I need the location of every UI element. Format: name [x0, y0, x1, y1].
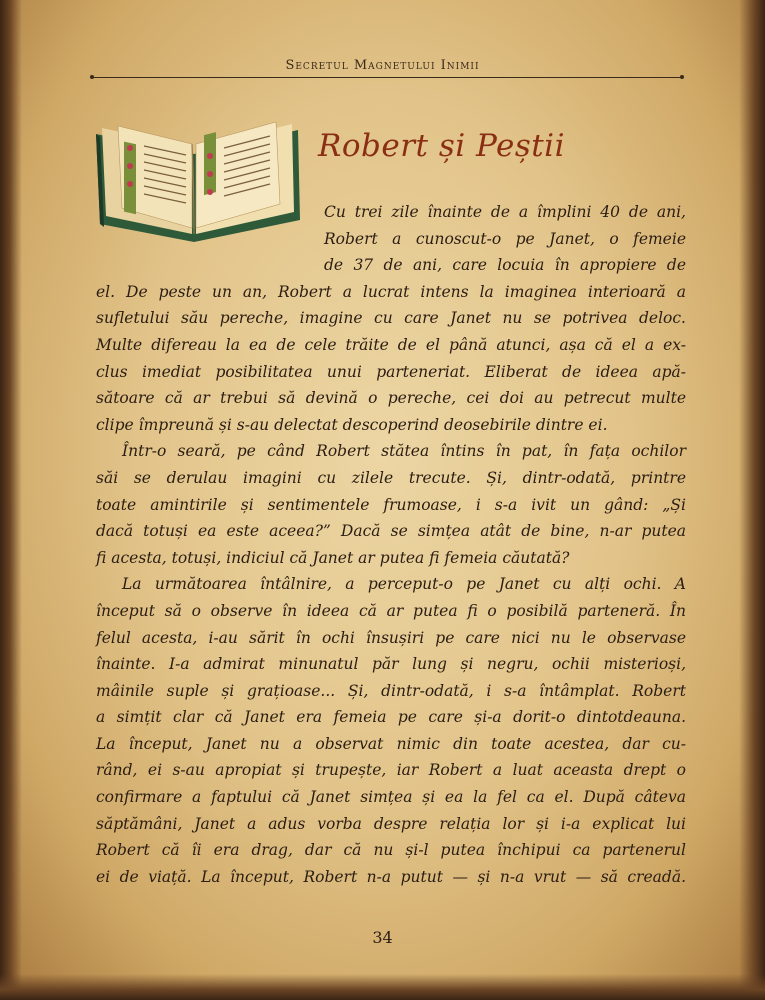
header-rule [92, 77, 682, 78]
text-line: La următoarea întâlnire, a perceput-o pe Janet cu alți ochi. A [122, 575, 686, 594]
page-number: 34 [372, 928, 393, 947]
text-line: felul acesta, i-au sărit în ochi însușiri pe care nici nu le observase [96, 628, 686, 647]
header-rule-dot-left [90, 75, 94, 79]
chapter-title: Robert și Peștii [318, 128, 566, 164]
text-line: Robert că îi era drag, dar că nu și-l putea închipui ca partenerul [96, 841, 686, 860]
text-line: clus imediat posibilitatea unui parteneriat. Eliberat de ideea apă- [96, 362, 686, 381]
text-line: sătoare că ar trebui să devină o pereche, cei doi au petrecut multe [96, 389, 686, 408]
paragraph-2 [96, 438, 686, 571]
text-line: săi se derulau imagini cu zilele trecute. Și, dintr-odată, printre [96, 468, 686, 487]
text-line: Cu trei zile înainte de a împlini 40 de ani, [324, 203, 686, 221]
text-line: el. De peste un an, Robert a lucrat intens la imaginea interioară a [96, 282, 686, 301]
text-line: La început, Janet nu a observat nimic din toate acestea, dar cu- [96, 734, 686, 753]
text-line: înainte. I-a admirat minunatul păr lung și negru, ochii misterioși, [96, 655, 686, 674]
burnt-edge-right [739, 0, 765, 1000]
text-line: săptămâni, Janet a adus vorba despre relația lor și i-a explicat lui [96, 814, 686, 833]
text-line: a simțit clar că Janet era femeia pe care și-a dorit-o dintotdeauna. [96, 708, 686, 727]
text-line: fi acesta, totuși, indiciul că Janet ar putea fi femeia căutată? [96, 548, 570, 567]
paragraph-1 [96, 199, 686, 438]
header-rule-dot-right [680, 75, 684, 79]
text-line: sufletului său pereche, imagine cu care Janet nu se potrivea deloc. [96, 309, 686, 328]
text-line: dacă totuși ea este aceea?” Dacă se simțea atât de bine, n-ar putea [96, 522, 686, 541]
text-line: Multe difereau la ea de cele trăite de el până atunci, așa că el a ex- [96, 335, 686, 354]
chapter-body [96, 199, 686, 890]
running-head: Secretul Magnetului Inimii [285, 58, 480, 73]
text-line: toate amintirile și sentimentele frumoase, i s-a ivit un gând: „Și [96, 495, 686, 514]
paragraph-3 [96, 571, 686, 890]
burnt-edge-bottom [0, 974, 765, 1000]
burnt-edge-left [0, 0, 22, 1000]
text-line: ei de viață. La început, Robert n-a putut — și n-a vrut — să creadă. [96, 867, 686, 886]
text-line: Robert a cunoscut-o pe Janet, o femeie [324, 229, 686, 248]
text-line: început să o observe în ideea că ar putea fi o posibilă parteneră. În [96, 601, 686, 620]
text-line: rând, ei s-au apropiat și trupește, iar Robert a luat aceasta drept o [96, 761, 686, 780]
text-line: mâinile suple și grațioase... Și, dintr-odată, i s-a întâmplat. Robert [96, 681, 686, 700]
text-line: confirmare a faptului că Janet simțea și ea la fel ca el. După câteva [96, 788, 686, 807]
text-line: clipe împreună și s-au delectat descoperind deosebirile dintre ei. [96, 415, 608, 434]
text-line: de 37 de ani, care locuia în apropiere de [324, 256, 686, 275]
text-line: Într-o seară, pe când Robert stătea întins în pat, în fața ochilor [122, 442, 686, 461]
